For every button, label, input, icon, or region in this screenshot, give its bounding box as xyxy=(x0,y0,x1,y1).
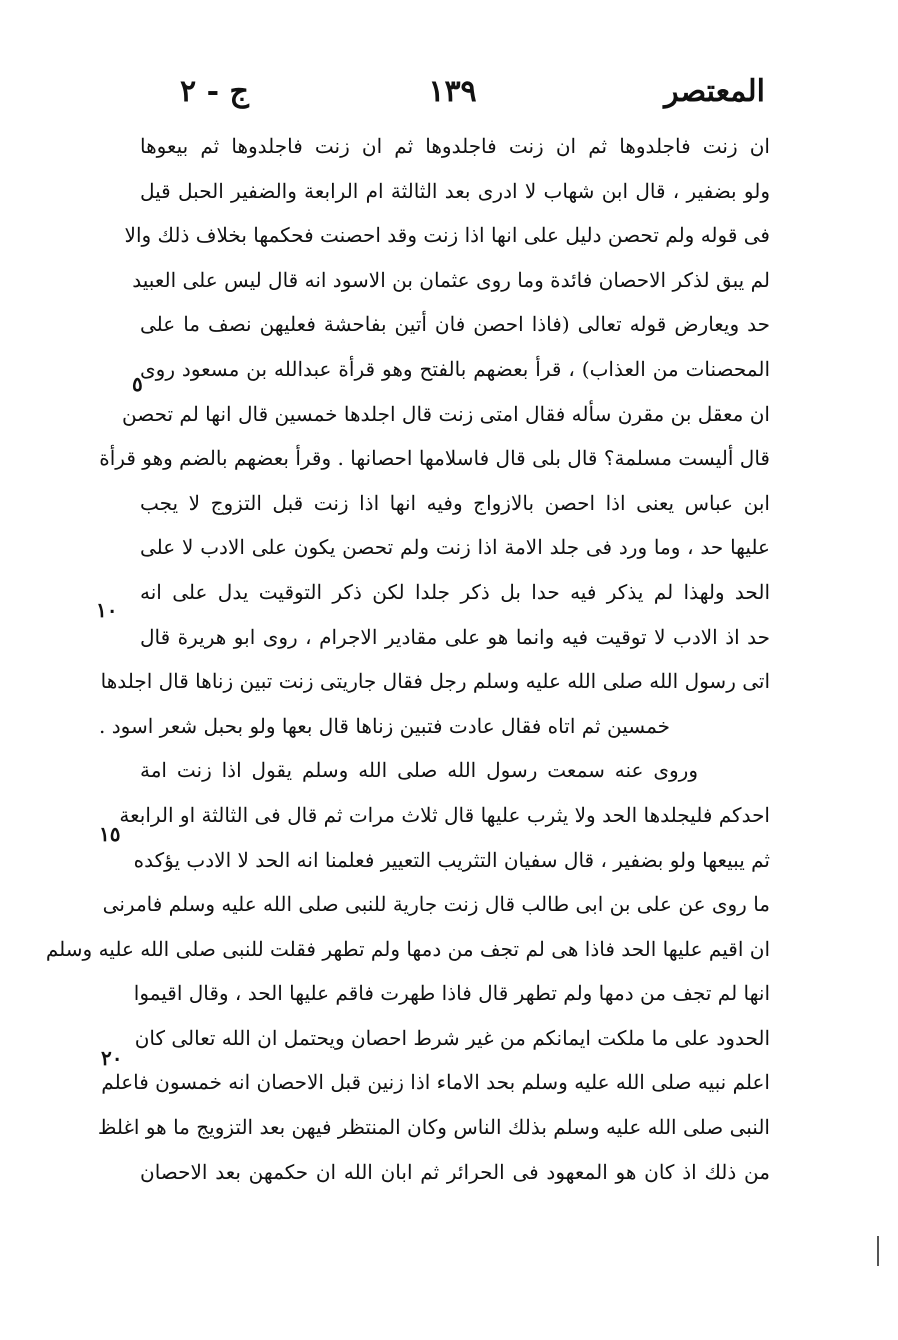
text-line: حد اذ الادب لا توقيت فيه وانما هو على مقادير الاجرام ، روى ابو هريرة قال xyxy=(140,624,770,649)
text-line: النبى صلى الله عليه وسلم بذلك الناس وكان المنتظر فيهن بعد التزويج ما هو اغلظ xyxy=(97,1115,770,1140)
text-line: الحد ولهذا لم يذكر فيه حدا بل ذكر جلدا لكن ذكر التوقيت يدل على انه xyxy=(140,579,770,604)
text-line: احدكم فليجلدها الحد ولا يثرب عليها قال ثلاث مرات ثم قال فى الثالثة او الرابعة xyxy=(119,802,770,827)
text-line: اتى رسول الله صلى الله عليه وسلم رجل فقال جاريتى زنت تبين زناها قال اجلدها xyxy=(100,669,770,694)
line-number-5: ٥ xyxy=(132,372,143,396)
text-line: قال أليست مسلمة؟ قال بلى قال فاسلامها احصانها . وقرأ بعضهم بالضم وهو قرأة xyxy=(99,446,770,471)
page-number: ١٣٩ xyxy=(428,74,477,109)
text-line: حد ويعارض قوله تعالى (فاذا احصن فان أتين بفاحشة فعليهن نصف ما على xyxy=(140,312,770,337)
line-number-15: ١٥ xyxy=(99,822,121,846)
text-line: ان اقيم عليها الحد فاذا هى لم تجف من دمها ولم تطهر فقلت للنبى صلى الله عليه وسلم xyxy=(45,936,770,961)
text-line: ما روى عن على بن ابى طالب قال زنت جارية للنبى صلى الله عليه وسلم فامرنى xyxy=(102,892,770,917)
line-number-10: ١٠ xyxy=(96,598,118,622)
text-line: ولو بضفير ، قال ابن شهاب لا ادرى بعد الثالثة ام الرابعة والضفير الحبل قيل xyxy=(140,178,770,203)
text-line: انها لم تجف من دمها ولم تطهر قال فاذا طهرت فاقم عليها الحد ، وقال اقيموا xyxy=(133,981,770,1006)
text-line: وروى عنه سمعت رسول الله صلى الله وسلم يقول اذا زنت امة xyxy=(140,758,698,783)
text-line: الحدود على ما ملكت ايمانكم من غير شرط احصان ويحتمل ان الله تعالى كان xyxy=(134,1025,770,1050)
text-line: ثم يبيعها ولو بضفير ، قال سفيان التثريب التعيير فعلمنا انه الحد لا الادب يؤكده xyxy=(133,847,770,872)
text-line: ان زنت فاجلدوها ثم ان زنت فاجلدوها ثم ان زنت فاجلدوها ثم بيعوها xyxy=(140,134,770,158)
text-line: المحصنات من العذاب) ، قرأ بعضهم بالفتح وهو قرأة عبدالله بن مسعود روى xyxy=(140,356,770,381)
page-edge-mark xyxy=(877,1236,879,1266)
volume-label: ج - ٢ xyxy=(180,74,249,109)
text-line: من ذلك اذ كان هو المعهود فى الحرائر ثم ابان الله ان حكمهن بعد الاحصان xyxy=(140,1159,770,1184)
text-line: ابن عباس يعنى اذا احصن بالازواج وفيه انها اذا زنت قبل التزوج لا يجب xyxy=(140,490,770,515)
book-title: المعتصر xyxy=(664,74,765,109)
text-line: ان معقل بن مقرن سأله فقال امتى زنت قال اجلدها خمسين قال انها لم تحصن xyxy=(122,401,770,426)
line-number-20: ٢٠ xyxy=(101,1046,123,1070)
text-line: خمسين ثم اتاه فقال عادت فتبين زناها قال بعها ولو بحبل شعر اسود . xyxy=(99,713,670,738)
text-line: فى قوله ولم تحصن دليل على انها اذا زنت وقد احصنت فحكمها بخلاف ذلك والا xyxy=(124,223,770,248)
text-line: لم يبق لذكر الاحصان فائدة وما روى عثمان بن الاسود انه قال ليس على العبيد xyxy=(132,267,770,292)
text-line: اعلم نبيه صلى الله عليه وسلم بحد الاماء اذا زنين قبل الاحصان انه خمسون فاعلم xyxy=(101,1070,770,1095)
page-header xyxy=(140,74,765,124)
text-line: عليها حد ، وما ورد فى جلد الامة اذا زنت ولم تحصن يكون على الادب لا على xyxy=(140,535,770,560)
